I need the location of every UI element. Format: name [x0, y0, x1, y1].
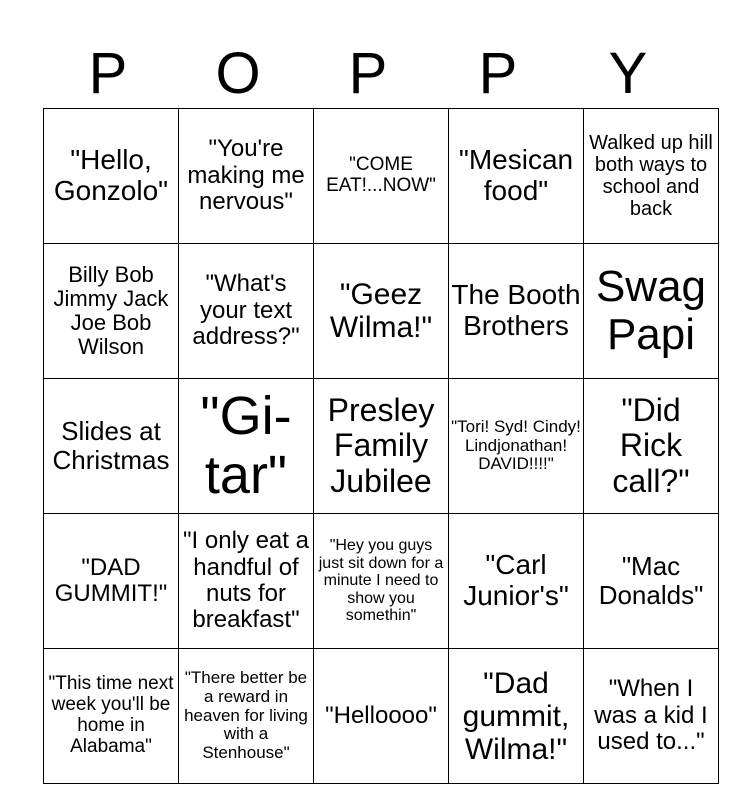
bingo-cell[interactable]: "Gi-tar"	[179, 379, 314, 514]
bingo-cell[interactable]: "What's your text address?"	[179, 244, 314, 379]
bingo-row	[44, 514, 719, 649]
bingo-cell[interactable]: "Carl Junior's"	[449, 514, 584, 649]
bingo-cell[interactable]: "There better be a reward in heaven for living with a Stenhouse"	[179, 649, 314, 784]
bingo-row	[44, 109, 719, 244]
header-letter: P	[478, 41, 518, 106]
bingo-cell[interactable]: "You're making me nervous"	[179, 109, 314, 244]
header-letter: Y	[608, 41, 648, 106]
bingo-row	[44, 649, 719, 784]
bingo-cell[interactable]: "Hello, Gonzolo"	[44, 109, 179, 244]
bingo-cell[interactable]: Billy Bob Jimmy Jack Joe Bob Wilson	[44, 244, 179, 379]
bingo-cell[interactable]: Presley Family Jubilee	[314, 379, 449, 514]
bingo-cell[interactable]: "When I was a kid I used to..."	[584, 649, 719, 784]
bingo-cell[interactable]: "Dad gummit, Wilma!"	[449, 649, 584, 784]
bingo-row	[44, 244, 719, 379]
header-letter: P	[88, 41, 128, 106]
bingo-cell[interactable]: "I only eat a handful of nuts for breakfast"	[179, 514, 314, 649]
bingo-cell[interactable]: "This time next week you'll be home in Alabama"	[44, 649, 179, 784]
bingo-header	[43, 40, 693, 108]
header-letter: P	[348, 41, 388, 106]
bingo-row	[44, 379, 719, 514]
bingo-cell[interactable]: Walked up hill both ways to school and back	[584, 109, 719, 244]
bingo-cell[interactable]: Swag Papi	[584, 244, 719, 379]
bingo-cell[interactable]: "DAD GUMMIT!"	[44, 514, 179, 649]
bingo-cell[interactable]: "COME EAT!...NOW"	[314, 109, 449, 244]
bingo-cell[interactable]: "Mac Donalds"	[584, 514, 719, 649]
bingo-cell[interactable]: "Helloooo"	[314, 649, 449, 784]
bingo-board	[43, 108, 719, 784]
bingo-cell[interactable]: "Did Rick call?"	[584, 379, 719, 514]
bingo-cell[interactable]: Slides at Christmas	[44, 379, 179, 514]
bingo-cell[interactable]: The Booth Brothers	[449, 244, 584, 379]
bingo-cell[interactable]: "Geez Wilma!"	[314, 244, 449, 379]
bingo-cell[interactable]: "Tori! Syd! Cindy! Lindjonathan! DAVID!!!!"	[449, 379, 584, 514]
header-letter: O	[215, 41, 261, 106]
bingo-cell[interactable]: "Hey you guys just sit down for a minute I need to show you somethin"	[314, 514, 449, 649]
bingo-cell[interactable]: "Mesican food"	[449, 109, 584, 244]
